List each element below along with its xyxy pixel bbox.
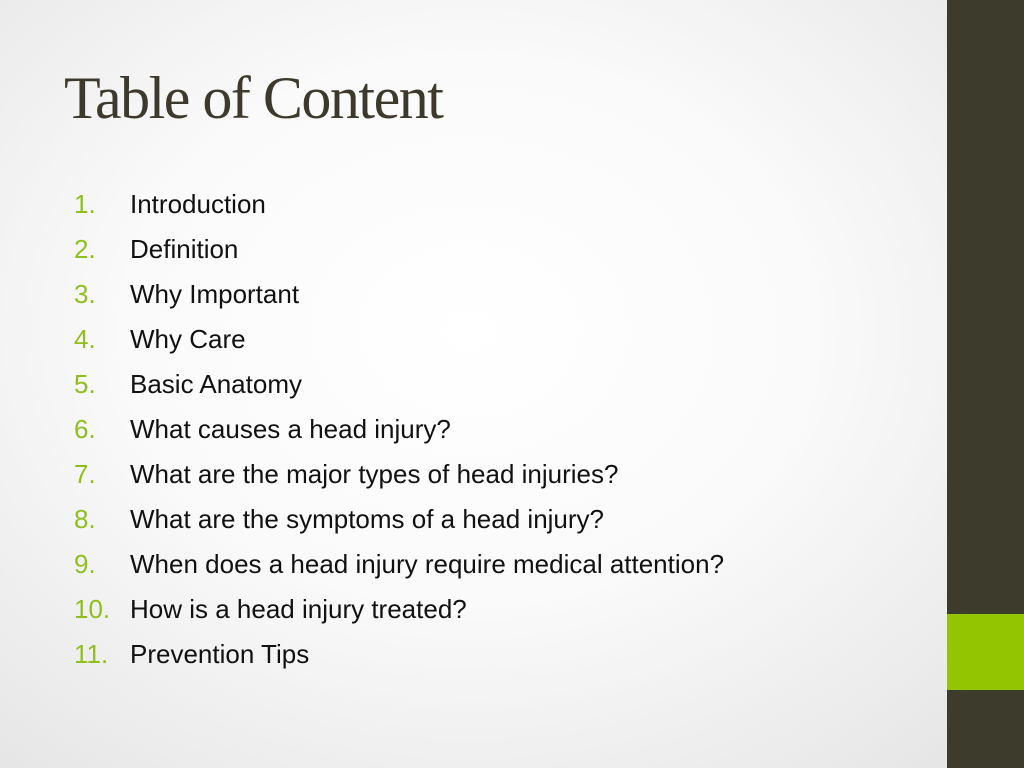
list-item bbox=[70, 632, 724, 677]
list-item bbox=[70, 182, 724, 227]
list-item bbox=[70, 587, 724, 632]
list-item-number: 4. bbox=[74, 324, 96, 354]
list-item-text: When does a head injury require medical attention? bbox=[130, 549, 725, 579]
list-item bbox=[70, 227, 724, 272]
list-item-number: 5. bbox=[74, 369, 96, 399]
list-item-number: 8. bbox=[74, 504, 96, 534]
list-item-text: What are the symptoms of a head injury? bbox=[130, 504, 605, 534]
list-item-text: What causes a head injury? bbox=[130, 414, 451, 444]
list-item bbox=[70, 272, 724, 317]
list-item-number: 6. bbox=[74, 414, 96, 444]
list-item-number: 10. bbox=[74, 594, 111, 624]
sidebar-accent-block bbox=[947, 614, 1024, 690]
list-item bbox=[70, 497, 724, 542]
list-item-text: What are the major types of head injuries? bbox=[130, 459, 619, 489]
list-item bbox=[70, 362, 724, 407]
list-item bbox=[70, 317, 724, 362]
list-item-text: Why Important bbox=[130, 279, 300, 309]
list-item-text: Why Care bbox=[130, 324, 246, 354]
list-item-number: 9. bbox=[74, 549, 96, 579]
list-item-number: 11. bbox=[74, 639, 109, 669]
list-item-text: Introduction bbox=[130, 189, 266, 219]
list-item bbox=[70, 452, 724, 497]
list-item-text: Basic Anatomy bbox=[130, 369, 302, 399]
list-item bbox=[70, 407, 724, 452]
list-item-number: 1. bbox=[74, 189, 96, 219]
list-item-text: Prevention Tips bbox=[130, 639, 310, 669]
slide-title: Table of Content bbox=[64, 65, 443, 131]
list-item-text: How is a head injury treated? bbox=[130, 594, 467, 624]
list-item-number: 7. bbox=[74, 459, 96, 489]
list-item-number: 3. bbox=[74, 279, 96, 309]
list-item-text: Definition bbox=[130, 234, 239, 264]
toc-list bbox=[70, 182, 724, 677]
list-item bbox=[70, 542, 724, 587]
list-item-number: 2. bbox=[74, 234, 96, 264]
